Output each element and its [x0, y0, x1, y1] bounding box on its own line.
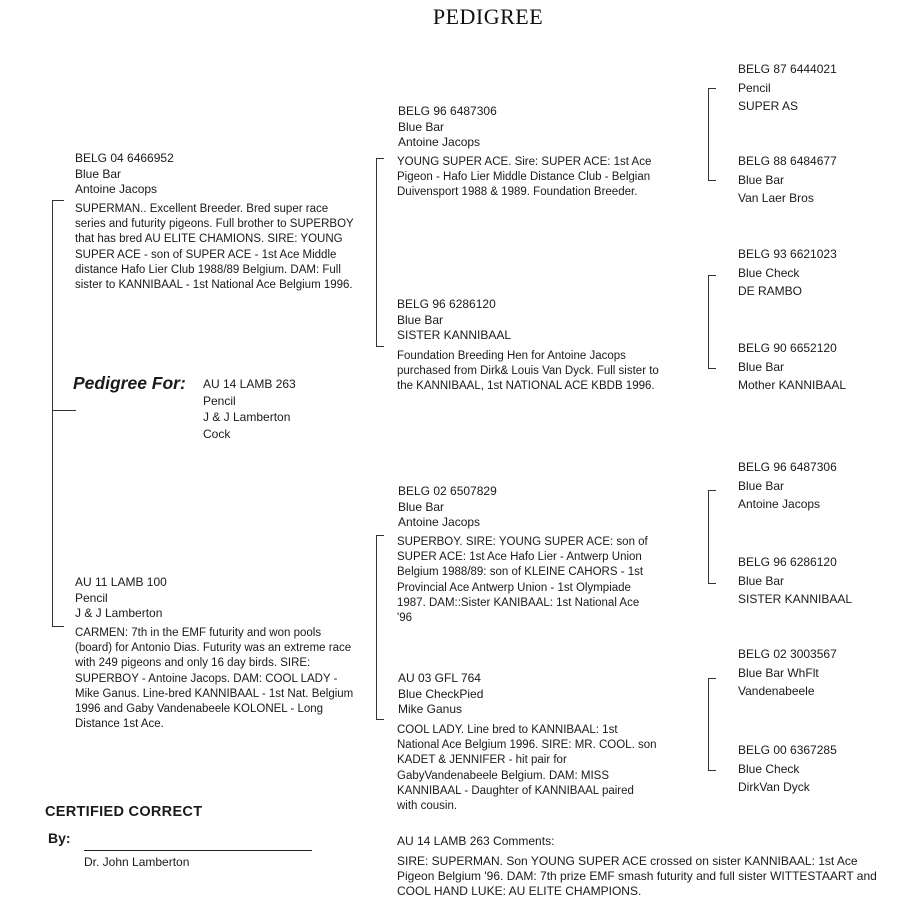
gg-card-7 [738, 645, 837, 701]
dd-ring: AU 03 GFL 764 [398, 671, 481, 685]
gg-color: Blue Check [738, 265, 800, 280]
gg-card-2 [738, 152, 837, 208]
sire-ring: BELG 04 6466952 [75, 151, 174, 165]
signature-line [84, 850, 312, 851]
sd-notes: Foundation Breeding Hen for Antoine Jacops purchased from Dirk& Louis Van Dyck. Full sister to the KANNIBAAL, 1st NATIONAL ACE KBDB 1996. [397, 350, 659, 393]
gg-ring: BELG 96 6487306 [738, 460, 837, 474]
dd-tick-bottom [708, 770, 716, 771]
gg-owner: Vandenabeele [738, 684, 815, 698]
sire-bracket-line [376, 158, 377, 347]
gg-card-8 [738, 741, 837, 797]
ds-owner: Antoine Jacops [398, 515, 481, 529]
ds-ring: BELG 02 6507829 [398, 484, 497, 498]
gg-card-1 [738, 60, 837, 116]
gg-card-3 [738, 245, 837, 301]
sire-bracket-tick-top [376, 158, 384, 159]
gg-color: Blue Bar WhFlt [738, 665, 819, 680]
dd-tick-top [708, 678, 716, 679]
gg-ring: BELG 90 6652120 [738, 341, 837, 355]
gg-owner: Mother KANNIBAAL [738, 378, 847, 392]
gg-color: Pencil [738, 80, 771, 95]
dd-card [398, 671, 658, 718]
ss-card [398, 104, 658, 151]
gg-ring: BELG 96 6286120 [738, 555, 837, 569]
gg-owner: Van Laer Bros [738, 191, 814, 205]
signer-name: Dr. John Lamberton [84, 855, 190, 869]
gg-card-4 [738, 339, 846, 395]
ds-tick-bottom [708, 583, 716, 584]
dam-notes: CARMEN: 7th in the EMF futurity and won pools (board) for Antonio Dias. Futurity was an extreme race with 249 pigeons and only 16 day birds. SIRE: SUPERBOY - Antoine Jacops. DAM: COOL LADY - Mike Ganus. Line-bred KANNIBAAL - 1st Nat. Belgium 1996 and Gaby Vandenabeele KOLONEL - Long Distance 1st Ace. [75, 627, 354, 731]
ss-ring: BELG 96 6487306 [398, 104, 497, 118]
subject-ring: AU 14 LAMB 263 [203, 377, 296, 391]
dd-notes: COOL LADY. Line bred to KANNIBAAL: 1st National Ace Belgium 1996. SIRE: MR. COOL. son KADET & JENNIFER - hit pair for GabyVandenabeele Belgium. DAM: MISS KANNIBAAL - Daughter of KANNIBAAL paired with cousin. [397, 724, 657, 813]
gg-card-6 [738, 553, 852, 609]
dam-owner: J & J Lamberton [75, 606, 163, 620]
subject-color: Pencil [203, 393, 236, 408]
sd-owner: SISTER KANNIBAAL [397, 328, 512, 342]
ss-bracket-line [708, 88, 709, 181]
ds-color: Blue Bar [398, 499, 445, 514]
gg-card-5 [738, 458, 837, 514]
sd-tick-top [708, 275, 716, 276]
ds-tick-top [708, 490, 716, 491]
sire-owner: Antoine Jacops [75, 182, 158, 196]
gg-color: Blue Bar [738, 172, 785, 187]
dd-bracket-line [708, 678, 709, 771]
sd-card [397, 297, 657, 344]
sd-ring: BELG 96 6286120 [397, 297, 496, 311]
by-label: By: [48, 830, 71, 846]
sd-tick-bottom [708, 368, 716, 369]
sire-tick-top [52, 200, 64, 201]
ss-color: Blue Bar [398, 119, 445, 134]
ss-notes: YOUNG SUPER ACE. Sire: SUPER ACE: 1st Ace Pigeon - Hafo Lier Middle Distance Club - Belgian Duivensport 1988 & 1989. Foundation Breeder. [397, 156, 652, 199]
pedigree-for-heading: Pedigree For: [73, 373, 186, 393]
sire-notes: SUPERMAN.. Excellent Breeder. Bred super race series and futurity pigeons. Full brother to SUPERBOY that has bred AU ELITE CHAMIONS. SIRE: YOUNG SUPER ACE - son of SUPER ACE - 1st Ace Middle distance Hafo Lier Club 1988/89 Belgium. DAM: Full sister to KANNIBAAL - 1st National Ace Belgium 1996. [75, 203, 354, 292]
ss-owner: Antoine Jacops [398, 135, 481, 149]
gg-owner: DirkVan Dyck [738, 780, 810, 794]
gg-ring: BELG 87 6444021 [738, 62, 837, 76]
subject-sex: Cock [203, 426, 231, 441]
dam-bracket-tick-bottom [376, 719, 384, 720]
ds-card [398, 484, 658, 531]
gg-owner: SISTER KANNIBAAL [738, 592, 853, 606]
gg-ring: BELG 02 3003567 [738, 647, 837, 661]
gg-ring: BELG 00 6367285 [738, 743, 837, 757]
sire-bracket-tick-bottom [376, 346, 384, 347]
dam-tick-bottom [52, 626, 64, 627]
dd-owner: Mike Ganus [398, 702, 463, 716]
subject-owner: J & J Lamberton [203, 410, 291, 424]
sd-color: Blue Bar [397, 312, 444, 327]
ds-notes: SUPERBOY. SIRE: YOUNG SUPER ACE: son of SUPER ACE: 1st Ace Hafo Lier - Antwerp Union Belgium 1988/89: son of KLEINE CAHORS - 1st Provincial Ace Antwerp Union - 1st Olympiade 1987. DAM::Sister KANIBAAL: 1st National Ace '96 [397, 536, 648, 625]
page-title: PEDIGREE [432, 4, 544, 29]
sd-bracket-line [708, 275, 709, 369]
gg-ring: BELG 88 6484677 [738, 154, 837, 168]
dd-color: Blue CheckPied [398, 686, 484, 701]
gg-owner: SUPER AS [738, 99, 799, 113]
subject-bracket-line [52, 200, 53, 627]
gg-color: Blue Check [738, 761, 800, 776]
ss-tick-top [708, 88, 716, 89]
gg-color: Blue Bar [738, 573, 785, 588]
sire-color: Blue Bar [75, 166, 122, 181]
dam-card [75, 575, 360, 622]
subject-connector [52, 410, 76, 411]
gg-color: Blue Bar [738, 478, 785, 493]
ss-tick-bottom [708, 180, 716, 181]
comments-heading: AU 14 LAMB 263 Comments: [397, 834, 555, 848]
certified-heading: CERTIFIED CORRECT [45, 804, 203, 820]
comments-text: SIRE: SUPERMAN. Son YOUNG SUPER ACE crossed on sister KANNIBAAL: 1st Ace Pigeon Belgium '96. DAM: 7th prize EMF smash futurity and full sister WITTESTAART and COOL HAND LUKE: AU ELITE CHAMPIONS. [397, 854, 877, 898]
sire-card [75, 151, 360, 198]
dam-ring: AU 11 LAMB 100 [75, 575, 167, 589]
dam-bracket-tick-top [376, 535, 384, 536]
gg-owner: DE RAMBO [738, 284, 803, 298]
gg-color: Blue Bar [738, 359, 785, 374]
gg-ring: BELG 93 6621023 [738, 247, 837, 261]
subject-card [203, 376, 296, 442]
ds-bracket-line [708, 490, 709, 584]
dam-bracket-line [376, 535, 377, 720]
dam-color: Pencil [75, 590, 108, 605]
gg-owner: Antoine Jacops [738, 497, 821, 511]
